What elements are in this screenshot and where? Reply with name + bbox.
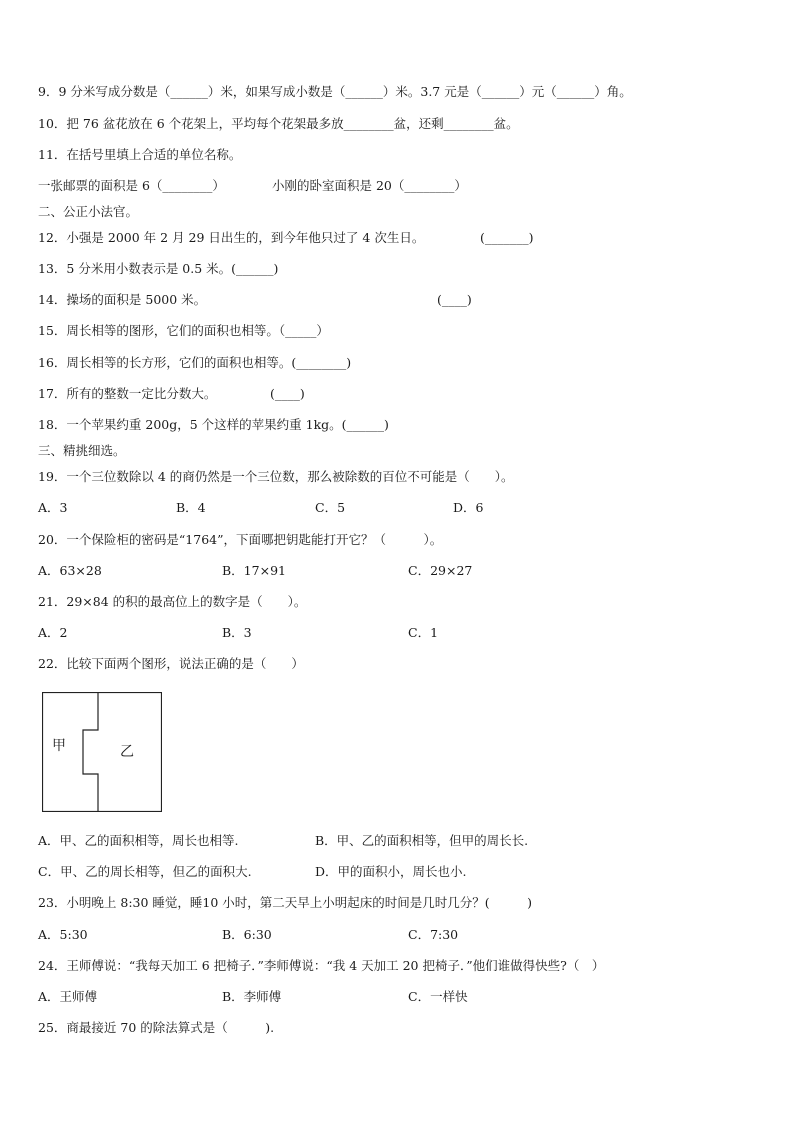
question-20: 20．一个保险柜的密码是“1764”，下面哪把钥匙能打开它？（ ）。 — [38, 532, 443, 547]
question-11-part-b: 小刚的卧室面积是 20（________） — [272, 178, 467, 193]
q23-option-a: A．5:30 — [38, 927, 88, 942]
dividing-line — [83, 693, 98, 812]
q22-shape-figure — [42, 692, 162, 812]
question-12: 12．小强是 2000 年 2 月 29 日出生的，到今年他只过了 4 次生日。 — [38, 230, 425, 245]
question-19: 19．一个三位数除以 4 的商仍然是一个三位数，那么被除数的百位不可能是（ ）。 — [38, 469, 514, 484]
q19-option-c: C．5 — [315, 500, 346, 515]
q21-option-b: B．3 — [222, 625, 252, 640]
q23-option-c: C．7:30 — [408, 927, 459, 942]
question-21: 21．29×84 的积的最高位上的数字是（ ）。 — [38, 594, 307, 609]
q20-option-a: A．63×28 — [38, 563, 102, 578]
question-12-answer-paren: (_______) — [480, 230, 534, 245]
section-2-heading: 二、公正小法官。 — [38, 204, 139, 219]
question-18: 18．一个苹果约重 200g，5 个这样的苹果约重 1kg。(______) — [38, 417, 389, 432]
q24-option-a: A．王师傅 — [38, 989, 98, 1004]
question-17: 17．所有的整数一定比分数大。 — [38, 386, 217, 401]
question-22: 22．比较下面两个图形，说法正确的是（ ） — [38, 656, 304, 671]
question-24: 24．王师傅说：“我每天加工 6 把椅子．”李师傅说：“我 4 天加工 20 把椅子．”他们谁做得快些?（ ） — [38, 958, 605, 973]
q20-option-c: C．29×27 — [408, 563, 473, 578]
question-13: 13．5 分米用小数表示是 0.5 米。(______) — [38, 261, 279, 276]
q24-option-b: B．李师傅 — [222, 989, 282, 1004]
q21-option-c: C．1 — [408, 625, 439, 640]
shape-label-yi: 乙 — [120, 744, 134, 760]
q24-option-c: C．一样快 — [408, 989, 468, 1004]
question-11: 11．在括号里填上合适的单位名称。 — [38, 147, 242, 162]
q19-option-b: B．4 — [176, 500, 206, 515]
q20-option-b: B．17×91 — [222, 563, 286, 578]
q22-option-b: B．甲、乙的面积相等，但甲的周长长. — [315, 833, 529, 848]
q22-option-a: A．甲、乙的面积相等，周长也相等. — [38, 833, 239, 848]
question-11-part-a: 一张邮票的面积是 6（________） — [38, 178, 225, 193]
question-25: 25．商最接近 70 的除法算式是（ ). — [38, 1020, 275, 1035]
q22-option-c: C．甲、乙的周长相等，但乙的面积大. — [38, 864, 252, 879]
question-9: 9．9 分米写成分数是（______）米，如果写成小数是（______）米。3.7 元是（______）元（______）角。 — [38, 84, 632, 99]
section-3-heading: 三、精挑细选。 — [38, 443, 126, 458]
question-14-answer-paren: (____) — [437, 292, 472, 307]
q22-option-d: D．甲的面积小，周长也小. — [315, 864, 467, 879]
question-16: 16．周长相等的长方形，它们的面积也相等。(________) — [38, 355, 352, 370]
q21-option-a: A．2 — [38, 625, 68, 640]
question-10: 10．把 76 盆花放在 6 个花架上，平均每个花架最多放________盆，还剩________盆。 — [38, 116, 519, 131]
q23-option-b: B．6:30 — [222, 927, 272, 942]
question-15: 15．周长相等的图形，它们的面积也相等。（_____） — [38, 323, 329, 338]
question-14: 14．操场的面积是 5000 米。 — [38, 292, 207, 307]
shape-label-jia: 甲 — [52, 738, 66, 754]
q19-option-d: D．6 — [453, 500, 484, 515]
q19-option-a: A．3 — [38, 500, 68, 515]
question-17-answer-paren: (____) — [270, 386, 305, 401]
question-23: 23．小明晚上 8:30 睡觉，睡10 小时，第二天早上小明起床的时间是几时几分？( ) — [38, 895, 533, 910]
